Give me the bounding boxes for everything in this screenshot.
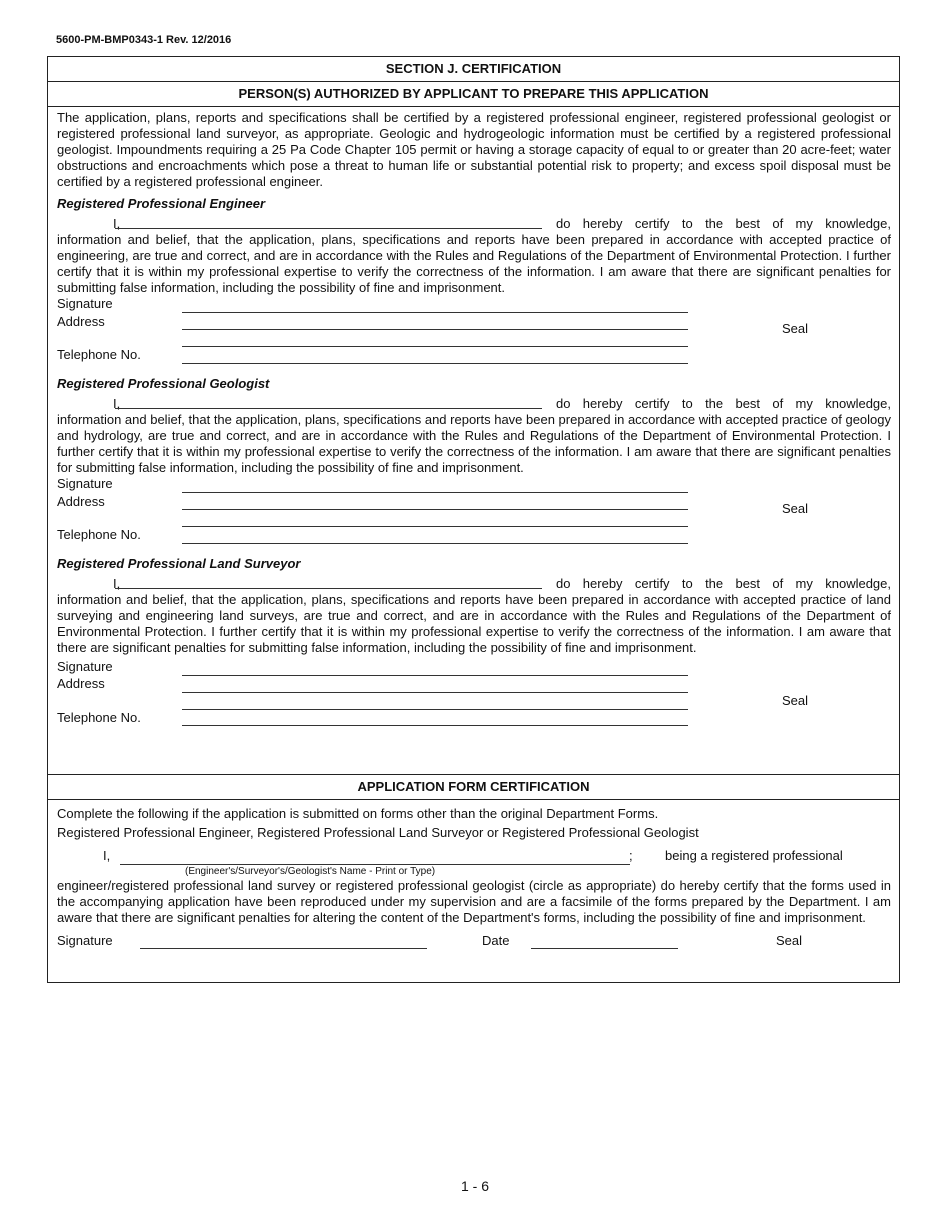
- surveyor-title: Registered Professional Land Surveyor: [57, 556, 301, 571]
- engineer-signature-field[interactable]: [182, 312, 688, 313]
- cert-tail-text: do hereby certify to the best of my knowledge,: [556, 396, 891, 411]
- cert-i-label: I,: [113, 216, 121, 231]
- being-registered-text: being a registered professional: [665, 848, 843, 863]
- surveyor-seal: Seal: [782, 693, 809, 708]
- app-cert-line2: Registered Professional Engineer, Registered Professional Land Surveyor or Registered Professional Geologist: [57, 825, 699, 840]
- surveyor-signature-field[interactable]: [182, 675, 688, 676]
- surveyor-body: information and belief, that the application, plans, specifications and reports have been prepared in accordance with accepted practice of land surveying and engineering land surveys, are true and correct, and are in accordance with the Rules and Regulations of the Department of Environmental Protection. I further certify that it is within my professional expertise to verify the correctness of the information. I am aware that there are significant penalties for submitting false information, including the possibility of fine and imprisonment.: [57, 592, 891, 655]
- surveyor-cert-line: [57, 576, 891, 592]
- engineer-title: Registered Professional Engineer: [57, 196, 266, 211]
- geologist-cert-line: [57, 396, 891, 412]
- certification-form: [47, 56, 900, 983]
- app-cert-title: APPLICATION FORM CERTIFICATION: [48, 774, 899, 800]
- surveyor-signature-block: [57, 656, 891, 726]
- app-cert-name-line: [57, 842, 891, 878]
- geologist-signature-block: [57, 476, 891, 546]
- signature-label: Signature: [57, 476, 113, 491]
- application-form-certification: [48, 774, 899, 960]
- engineer-telephone-field[interactable]: [182, 363, 688, 364]
- geologist-name-field[interactable]: [115, 396, 542, 409]
- engineer-seal: Seal: [782, 321, 809, 336]
- certifier-name-field[interactable]: [120, 864, 630, 865]
- engineer-address-field-2[interactable]: [182, 346, 688, 347]
- address-label: Address: [57, 314, 105, 329]
- signature-label: Signature: [57, 933, 113, 948]
- cert-tail-text: do hereby certify to the best of my knowledge,: [556, 576, 891, 591]
- app-cert-i-label: I,: [103, 848, 111, 863]
- geologist-address-field-2[interactable]: [182, 526, 688, 527]
- geologist-address-field[interactable]: [182, 509, 688, 510]
- engineer-address-field[interactable]: [182, 329, 688, 330]
- cert-tail-text: do hereby certify to the best of my knowledge,: [556, 216, 891, 231]
- app-cert-body: engineer/registered professional land survey or registered professional geologist (circle as appropriate) do hereby certify that the forms used in the accompanying application have been reproduced under my supervision and are a facsimile of the forms prepared by the Department. I am aware that there are significant penalties for altering the content of the Department's forms, including the possibility of fine and imprisonment.: [57, 878, 891, 925]
- app-date-field[interactable]: [531, 948, 678, 949]
- geologist-seal: Seal: [782, 501, 809, 516]
- engineer-name-field[interactable]: [115, 216, 542, 229]
- date-label: Date: [482, 933, 510, 948]
- cert-i-label: I,: [113, 396, 121, 411]
- telephone-label: Telephone No.: [57, 710, 141, 725]
- surveyor-address-field-2[interactable]: [182, 709, 688, 710]
- surveyor-address-field[interactable]: [182, 692, 688, 693]
- geologist-body: information and belief, that the application, plans, specifications and reports have been prepared in accordance with accepted practice of geology and hydrology, are true and correct, and are in accordance with the Rules and Regulations of the Department of Environmental Protection. I further certify that it is within my professional expertise to verify the correctness of the information. I am aware that there are significant penalties for submitting false information, including the possibility of fine and imprisonment.: [57, 412, 891, 475]
- subsection-title: PERSON(S) AUTHORIZED BY APPLICANT TO PREPARE THIS APPLICATION: [48, 82, 899, 107]
- app-cert-signature-row: [57, 930, 891, 960]
- telephone-label: Telephone No.: [57, 527, 141, 542]
- address-label: Address: [57, 494, 105, 509]
- page-number: 1 - 6: [460, 1178, 489, 1194]
- telephone-label: Telephone No.: [57, 347, 141, 362]
- form-id: 5600-PM-BMP0343-1 Rev. 12/2016: [56, 34, 232, 46]
- surveyor-name-field[interactable]: [115, 576, 542, 589]
- engineer-signature-block: [57, 296, 891, 366]
- geologist-telephone-field[interactable]: [182, 543, 688, 544]
- intro-paragraph: The application, plans, reports and specifications shall be certified by a registered professional engineer, registered professional geologist or registered professional land surveyor, as appropriate. Geologic and hydrogeologic information must be certified by a registered professional geologist. Impoundments requiring a 25 Pa Code Chapter 105 permit or having a storage capacity of equal to or greater than 20 acre-feet; water obstructions and encroachments which pose a threat to human life or substantial potential risk to property; and excess spoil disposal must be certified by a registered professional engineer.: [57, 110, 891, 189]
- name-caption: (Engineer's/Surveyor's/Geologist's Name - Print or Type): [185, 866, 436, 877]
- geologist-signature-field[interactable]: [182, 492, 688, 493]
- signature-label: Signature: [57, 659, 113, 674]
- app-cert-line1: Complete the following if the application is submitted on forms other than the original Department Forms.: [57, 806, 659, 821]
- geologist-title: Registered Professional Geologist: [57, 376, 270, 391]
- app-seal: Seal: [776, 933, 803, 948]
- signature-label: Signature: [57, 296, 113, 311]
- surveyor-telephone-field[interactable]: [182, 725, 688, 726]
- cert-i-label: I,: [113, 576, 121, 591]
- authorized-persons-section: [48, 107, 899, 726]
- address-label: Address: [57, 676, 105, 691]
- section-title: SECTION J. CERTIFICATION: [48, 57, 899, 82]
- semicolon: ;: [629, 848, 633, 863]
- engineer-body: information and belief, that the application, plans, specifications and reports have been prepared in accordance with accepted practice of engineering, are true and correct, and are in accordance with the Rules and Regulations of the Department of Environmental Protection. I further certify that it is within my professional expertise to verify the correctness of the information. I am aware that there are significant penalties for submitting false information, including the possibility of fine and imprisonment.: [57, 232, 891, 295]
- engineer-cert-line: [57, 216, 891, 232]
- app-signature-field[interactable]: [140, 948, 427, 949]
